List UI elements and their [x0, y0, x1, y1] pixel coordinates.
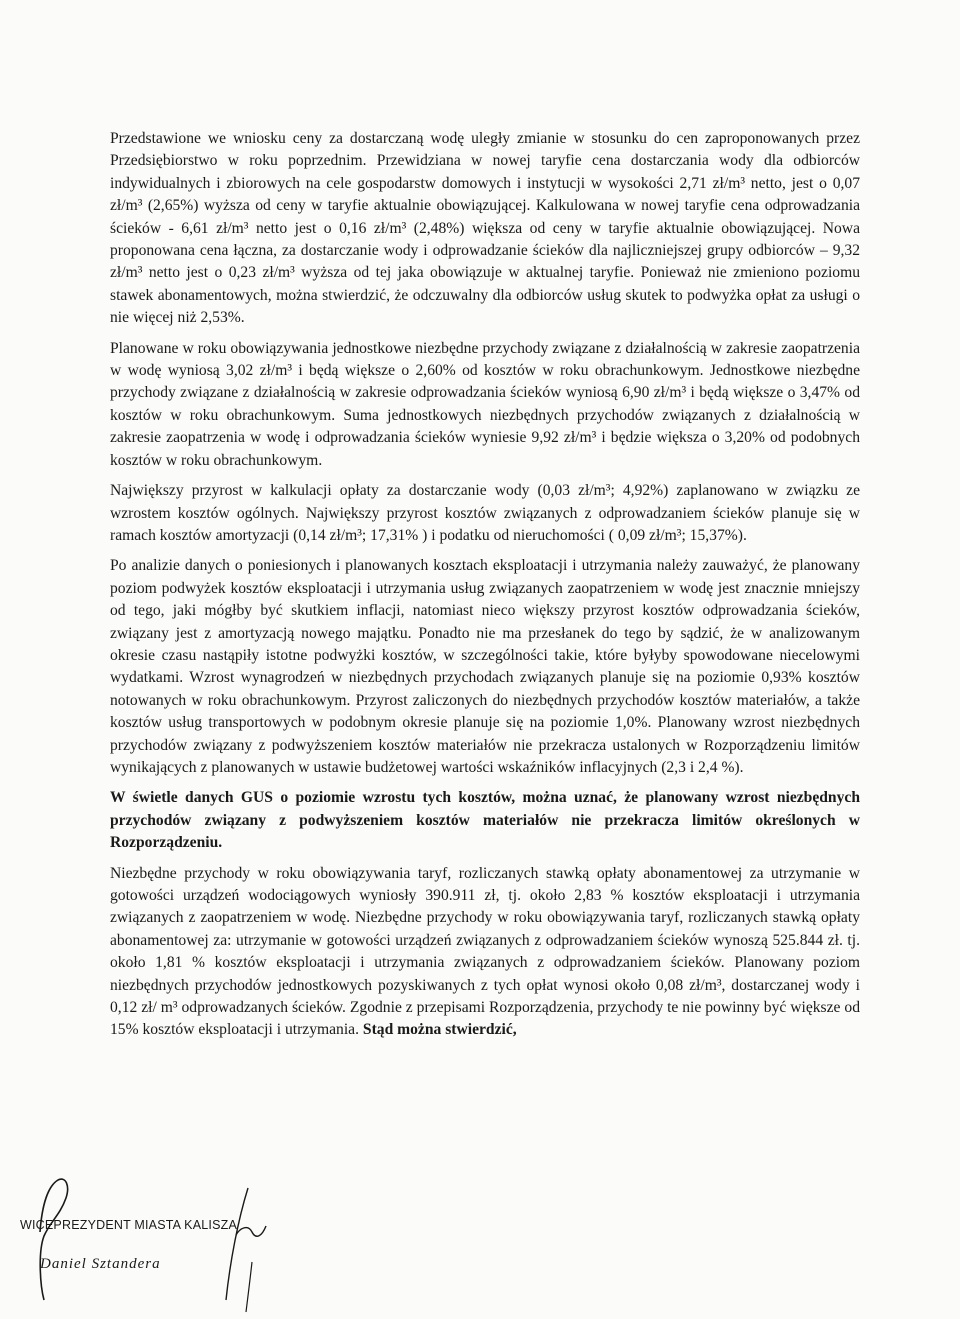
- stamp-name: Daniel Sztandera: [40, 1256, 161, 1272]
- paragraph-largest-increase: Największy przyrost w kalkulacji opłaty za dostarczanie wody (0,03 zł/m³; 4,92%) zaplanowano w związku ze wzrostem kosztów ogólnych. Największy przyrost kosztów związanych z odprowadzaniem ścieków planuje się w ramach kosztów amortyzacji (0,14 zł/m³; 17,31% ) i podatku od nieruchomości ( 0,09 zł/m³; 15,37%).: [110, 482, 860, 544]
- closing-bold-text: Stąd można stwierdzić,: [362, 1021, 517, 1039]
- signature-line-2: [246, 1262, 252, 1312]
- signature-scribble: [236, 1226, 266, 1236]
- paragraph-cost-analysis: Po analizie danych o poniesionych i planowanych kosztach eksploatacji i utrzymania należy zauważyć, że planowany poziom podwyżek kosztów eksploatacji i utrzymania usług związanych zaopatrzeniem w wodę jest znacznie mniejszy od tego, jaki mógłby być skutkiem inflacji, natomiast nieco większy przyrost kosztów odprowadzania ścieków, związany jest z amortyzacją nowego majątku. Ponadto nie ma przesłanek do tego by sądzić, że w analizowanym okresie czasu nastąpiły istotne podwyżki kosztów, w szczególności takie, które byłyby spowodowane niecelowymi wydatkami. Wzrost wynagrodzeń w niezbędnych przychodach związanych planuje się na poziomie 0,93% kosztów notowanych w roku obrachunkowym. Przyrost zaliczonych do niezbędnych przychodów kosztów materiałów, a także kosztów usług transportowych w podobnym okresie planuje się na poziomie 1,0%. Planowany wzrost niezbędnych przychodów związany z podwyższeniem kosztów materiałów nie przekracza ustalonych w Rozporządzeniu limitów wynikających z planowanych w ustawie budżetowej wartości wskaźników inflacyjnych (2,3 i 2,4 %).: [110, 557, 860, 776]
- paragraph-prices: Przedstawione we wniosku ceny za dostarczaną wodę uległy zmianie w stosunku do cen zaproponowanych przez Przedsiębiorstwo w roku poprzednim. Przewidziana w nowej taryfie cena dostarczania wody dla odbiorców indywidualnych i zbiorowych na cele gospodarstw domowych i instytucji w wysokości 2,71 zł/m³ netto, jest o 0,07 zł/m³ (2,65%) wyższa od ceny w taryfie aktualnie obowiązującej. Kalkulowana w nowej taryfie cena odprowadzania ścieków - 6,61 zł/m³ netto jest o 0,16 zł/m³ (2,48%) większa od ceny w taryfie aktualnie obowiązującej. Nowa proponowana cena łączna, za dostarczanie wody i odprowadzanie ścieków dla najliczniejszej grupy odbiorców – 9,32 zł/m³ netto jest o 0,23 zł/m³ wyższa od tej jaka obowiązuje w aktualnej taryfie. Ponieważ nie zmieniono poziomu stawek abonamentowych, można stwierdzić, że odczuwalny dla odbiorców usług skutek to podwyżka opłat za usługi o nie więcej niż 2,53%.: [110, 130, 860, 327]
- paragraph-planned-revenues: Planowane w roku obowiązywania jednostkowe niezbędne przychody związane z działalnością w zakresie zaopatrzenia w wodę wyniosą 3,02 zł/m³ i będą większe o 2,60% od kosztów w roku obrachunkowym. Jednostkowe niezbędne przychody związane z działalnością w zakresie odprowadzania ścieków wyniosą 6,90 zł/m³ i będą większe o 3,47% od kosztów w roku obrachunkowym. Suma jednostkowych niezbędnych przychodów związanych z działalnością w zakresie zaopatrzenia w wodę i odprowadzania ścieków wyniesie 9,92 zł/m³ i będzie większa o 3,20% od podobnych kosztów w roku obrachunkowym.: [110, 339, 860, 469]
- stamp-title: WICEPREZYDENT MIASTA KALISZA: [20, 1218, 237, 1232]
- stamp-signature-stroke: [40, 1179, 68, 1300]
- subscription-fees-text: Niezbędne przychody w roku obowiązywania taryf, rozliczanych stawką opłaty abonamentowej za utrzymanie w gotowości urządzeń wodociągowych wyniosły 390.911 zł, tj. około 2,83 % kosztów eksploatacji i utrzymania związanych z zaopatrzeniem w wodę. Niezbędne przychody w roku obowiązywania taryf, rozliczanych stawką opłaty abonamentowej za: utrzymanie w gotowości urządzeń związanych z odprowadzaniem ścieków wynoszą 525.844 zł. tj. około 1,81 % kosztów eksploatacji i utrzymania związanych z odprowadzaniem ścieków. Planowany poziom niezbędnych przychodów jednostkowych pozyskiwanych z tych opłat wynosi około 0,08 zł/m³, dostarczanej wody i 0,12 zł/ m³ odprowadzanych ścieków. Zgodnie z przepisami Rozporządzenia, przychody te nie powinny być większe od 15% kosztów eksploatacji i utrzymania.: [110, 864, 860, 1039]
- paragraph-gus-conclusion: W świetle danych GUS o poziomie wzrostu tych kosztów, można uznać, że planowany wzrost niezbędnych przychodów związany z podwyższeniem kosztów materiałów nie przekracza limitów określonych w Rozporządzeniu.: [110, 789, 860, 852]
- signature-line-1: [226, 1188, 248, 1300]
